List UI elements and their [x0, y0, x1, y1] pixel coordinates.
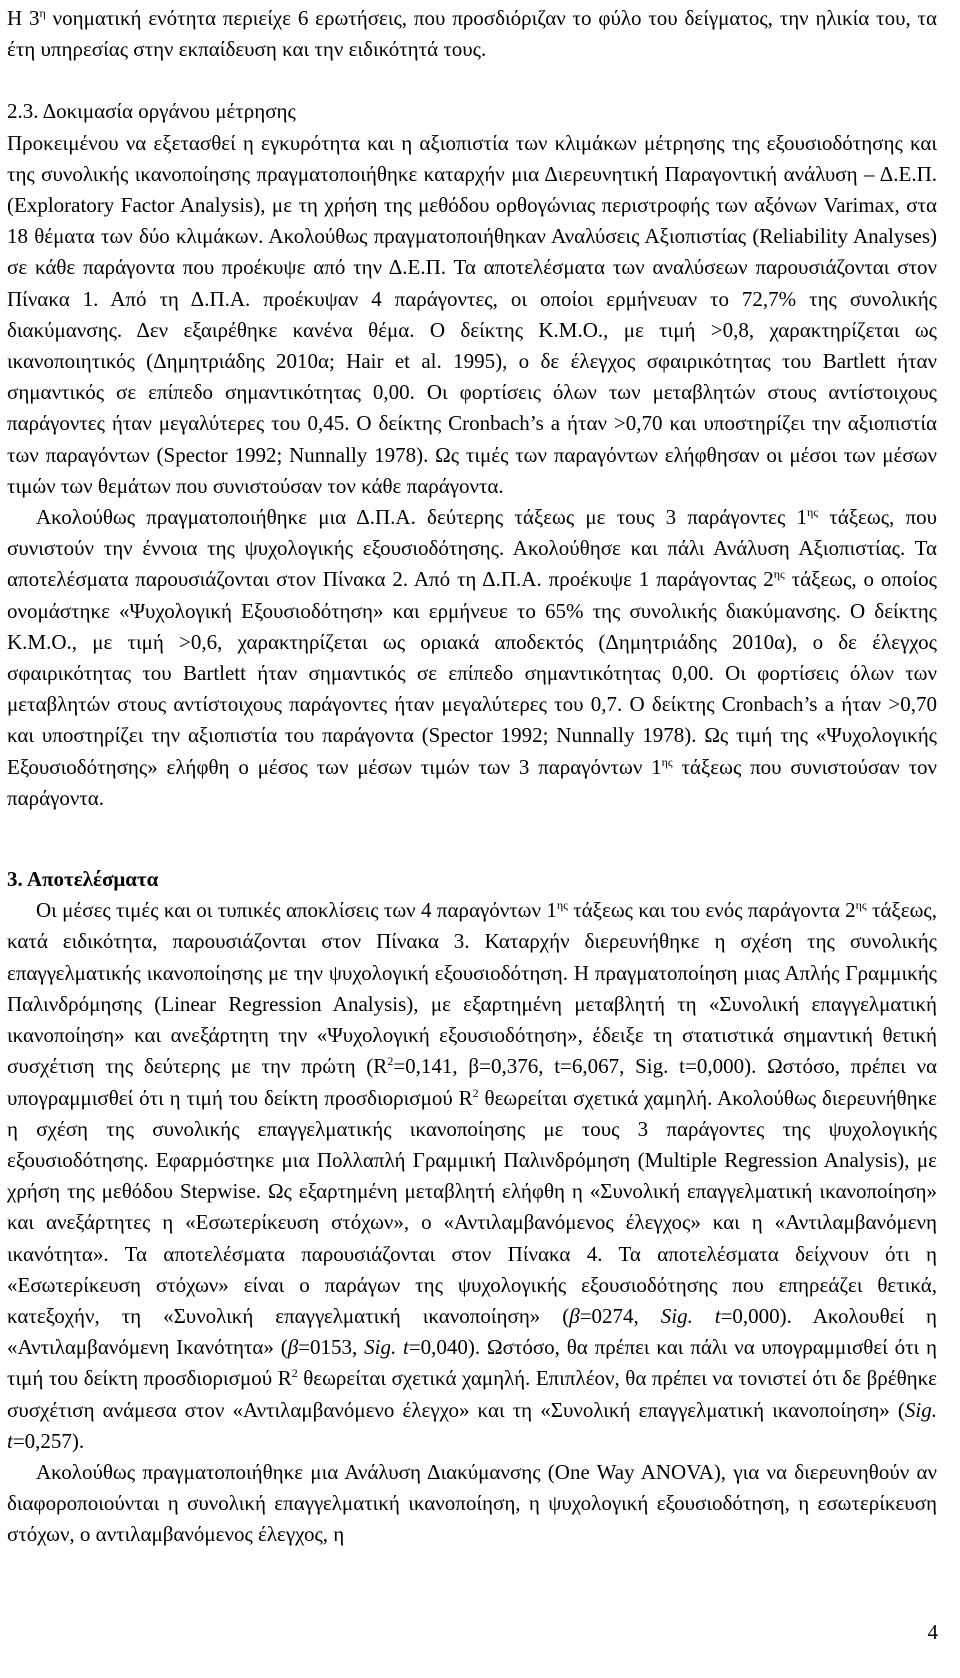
text-run: θεωρείται σχετικά χαμηλή. Επιπλέον, θα πρέπει να τονιστεί ότι δε βρέθηκε συσχέτιση ανάμεσα στον «Αντιλαμβανόμενο έλεγχο» και τη «Συνολική επαγγελματική ικανοποίηση» (: [7, 1366, 938, 1422]
text-run: τάξεως, κατά ειδικότητα, παρουσιάζονται στον Πίνακα 3. Καταρχήν διερευνήθηκε η σχέση της συνολικής επαγγελματικής ικανοποίησης με την ψυχολογική εξουσιοδότηση. Η πραγματοποίηση μιας Απλής Γραμμικής Παλινδρόμησης (Linear Regression Analysis), με εξαρτημένη μεταβλητή τη «Συνολική επαγγελματική ικανοποίηση» και ανεξάρτητη την «Ψυχολογική εξουσιοδότηση», έδειξε τη στατιστικά σημαντική θετική συσχέτιση της δεύτερης με την πρώτη (R: [7, 898, 937, 1079]
intro-paragraph: [7, 3, 937, 65]
italic-symbol: Sig. t: [364, 1335, 409, 1360]
italic-symbol: Sig. t: [7, 1397, 937, 1453]
paragraph-regression-results: [7, 895, 937, 1457]
section-heading-2-3: 2.3. Δοκιμασία οργάνου μέτρησης: [7, 99, 296, 124]
superscript: 2: [387, 1054, 394, 1069]
superscript: 2: [472, 1085, 479, 1100]
text-run: Προκειμένου να εξετασθεί η εγκυρότητα και η αξιοπιστία των κλιμάκων μέτρησης της εξουσιοδότησης και της συνολικής ικανοποίησης πραγματοποιήθηκε καταρχήν μια Διερευνητική Παραγοντική ανάλυση – Δ.Ε.Π. (Exploratory Factor Analysis), με τη χρήση της μεθόδου ορθογώνιας περιστροφής των αξόνων Varimax, στα 18 θέματα των δύο κλιμάκων. Ακολούθως πραγματοποιήθηκαν Αναλύσεις Αξιοπιστίας (Reliability Analyses) σε κάθε παράγοντα που προέκυψε από την Δ.Ε.Π. Τα αποτελέσματα των αναλύσεων παρουσιάζονται στον Πίνακα 1. Από τη Δ.Π.Α. προέκυψαν 4 παράγοντες, οι οποίοι ερμήνευαν το 72,7% της συνολικής διακύμανσης. Δεν εξαιρέθηκε κανένα θέμα. Ο δείκτης Κ.Μ.Ο., με τιμή >0,8, χαρακτηρίζεται ως ικανοποιητικός (Δημητριάδης 2010α; Hair et al. 1995), ο δε έλεγχος σφαιρικότητας του Bartlett ήταν σημαντικός σε επίπεδο σημαντικότητας 0,00. Οι φορτίσεις όλων των μεταβλητών στους αντίστοιχους παράγοντες ήταν μεγαλύτερες του 0,45. Ο δείκτης Cronbach’s a ήταν >0,70 και υποστηρίζει την αξιοπιστία των παραγόντων (Spector 1992; Nunnally 1978). Ως τιμές των παραγόντων ελήφθησαν οι μέσοι των μέσων τιμών των θεμάτων που συνιστούσαν τον κάθε παράγοντα.: [7, 130, 937, 498]
text-run: Η 3: [7, 6, 40, 30]
italic-symbol: Sig. t: [660, 1303, 721, 1328]
superscript: ης: [855, 898, 867, 913]
text-run: θεωρείται σχετικά χαμηλή. Ακολούθως διερευνήθηκε η σχέση της συνολικής επαγγελματικής ικανοποίησης με τους 3 παράγοντες της ψυχολογικής εξουσιοδότησης. Εφαρμόστηκε μια Πολλαπλή Γραμμική Παλινδρόμηση (Multiple Regression Analysis), με χρήση της μεθόδου Stepwise. Ως εξαρτημένη μεταβλητή ελήφθη η «Συνολική επαγγελματική ικανοποίηση» και ανεξάρτητες η «Εσωτερίκευση στόχων», ο «Αντιλαμβανόμενος έλεγχος» και η «Αντιλαμβανόμενη ικανότητα». Τα αποτελέσματα παρουσιάζονται στον Πίνακα 4. Τα αποτελέσματα δείχνουν ότι η «Εσωτερίκευση στόχων» είναι ο παράγων της ψυχολογικής εξουσιοδότησης που επηρεάζει θετικά, κατεξοχήν, τη «Συνολική επαγγελματική ικανοποίηση» (: [7, 1085, 937, 1328]
text-run: =0274,: [579, 1303, 661, 1328]
paragraph-second-order-factor: [7, 502, 937, 814]
superscript: ης: [661, 754, 673, 769]
page-number: 4: [927, 1620, 938, 1644]
text-run: =0,040). Ωστόσο, θα πρέπει και πάλι να υπογραμμισθεί ότι η τιμή του δείκτη προσδιορισμού R: [7, 1335, 937, 1391]
italic-symbol: β: [569, 1303, 580, 1328]
text-run: Ακολούθως πραγματοποιήθηκε μια Ανάλυση Διακύμανσης (One Way ANOVA), για να διερευνηθούν αν διαφοροποιούνται η συνολική επαγγελματική ικανοποίηση, η ψυχολογική εξουσιοδότηση, η εσωτερίκευση στόχων, ο αντιλαμβανόμενος έλεγχος, η: [7, 1459, 937, 1547]
text-run: =0153,: [298, 1335, 365, 1360]
text-run: τάξεως, ο οποίος ονομάστηκε «Ψυχολογική Εξουσιοδότηση» και ερμήνευε το 65% της συνολικής διακύμανσης. Ο δείκτης Κ.Μ.Ο., με τιμή >0,6, χαρακτηρίζεται ως οριακά αποδεκτός (Δημητριάδης 2010α), ο δε έλεγχος σφαιρικότητας του Bartlett ήταν σημαντικός σε επίπεδο σημαντικότητας 0,00. Οι φορτίσεις όλων των μεταβλητών στους αντίστοιχους παράγοντες ήταν μεγαλύτερες του 0,7. Ο δείκτης Cronbach’s a ήταν >0,70 και υποστηρίζει την αξιοπιστία του παράγοντα (Spector 1992; Nunnally 1978). Ως τιμή της «Ψυχολογικής Εξουσιοδότησης» ελήφθη ο μέσος των μέσων τιμών των 3 παραγόντων 1: [7, 567, 938, 779]
text-run: Ακολούθως πραγματοποιήθηκε μια Δ.Π.Α. δεύτερης τάξεως με τους 3 παράγοντες 1: [36, 505, 807, 530]
text-run: τάξεως και του ενός παράγοντα 2: [567, 898, 856, 923]
text-run: =0,000). Ακολουθεί η «Αντιλαμβανόμενη Ικανότητα» (: [7, 1303, 938, 1360]
text-run: τάξεως που συνιστούσαν τον παράγοντα.: [7, 754, 937, 810]
paragraph-reliability: [7, 128, 937, 502]
text-run: =0,257).: [12, 1428, 85, 1453]
text-run: τάξεως, που συνιστούν την έννοια της ψυχολογικής εξουσιοδότησης. Ακολούθησε και πάλι Ανάλυση Αξιοπιστίας. Τα αποτελέσματα παρουσιάζονται στον Πίνακα 2. Από τη Δ.Π.Α. προέκυψε 1 παράγοντας 2: [7, 505, 937, 592]
italic-symbol: β: [287, 1335, 299, 1360]
text-run: νοηματική ενότητα περιείχε 6 ερωτήσεις, που προσδιόριζαν το φύλο του δείγματος, την ηλικία του, τα έτη υπηρεσίας στην εκπαίδευση και την ειδικότητά τους.: [7, 6, 937, 62]
superscript: ης: [773, 567, 785, 582]
document-page: [7, 0, 937, 1551]
superscript: 2: [291, 1366, 298, 1381]
superscript: η: [39, 6, 46, 20]
paragraph-anova: [7, 1457, 937, 1551]
text-run: =0,141, β=0,376, t=6,067, Sig. t=0,000). Ωστόσο, πρέπει να υπογραμμισθεί ότι η τιμή του δείκτη προσδιορισμού R: [7, 1054, 937, 1110]
section-heading-results: 3. Αποτελέσματα: [7, 867, 159, 892]
text-run: Οι μέσες τιμές και οι τυπικές αποκλίσεις των 4 παραγόντων 1: [36, 898, 557, 923]
superscript: ης: [807, 505, 819, 520]
superscript: ης: [556, 898, 568, 913]
